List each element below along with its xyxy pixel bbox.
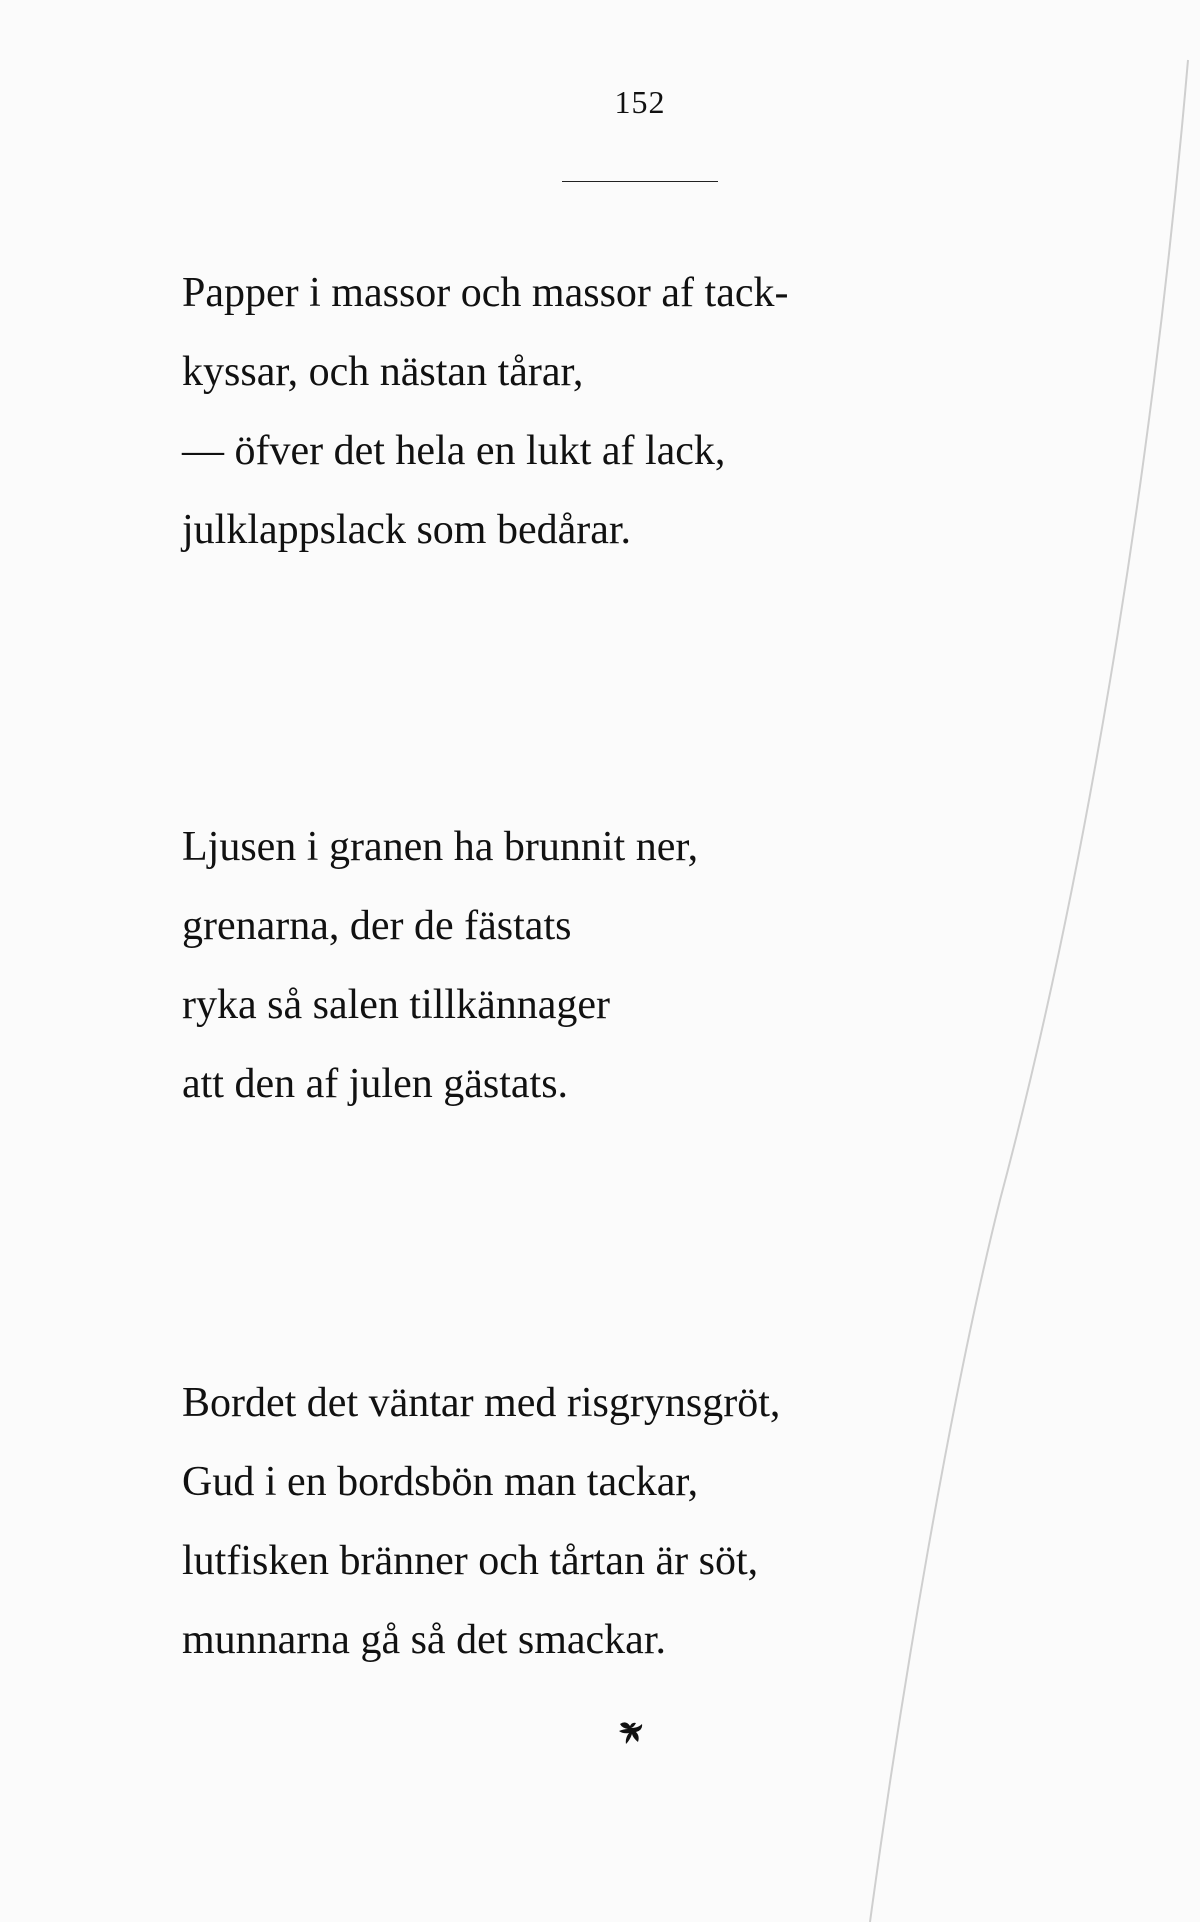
stanza-2 — [182, 808, 1082, 1124]
verse-line: Gud i en bordsbön man tackar, — [182, 1459, 699, 1505]
verse-line: Bordet det väntar med risgrynsgröt, — [182, 1380, 781, 1426]
verse-line: julklappslack som bedårar. — [182, 507, 632, 553]
verse-line: Ljusen i granen ha brunnit ner, — [182, 824, 699, 870]
verse-line: munnarna gå så det smackar. — [182, 1617, 666, 1663]
verse-line: att den af julen gästats. — [182, 1061, 569, 1107]
verse-line: kyssar, och nästan tårar, — [182, 349, 584, 395]
stanza-1 — [182, 254, 1082, 570]
verse-line: lutfisken bränner och tårtan är söt, — [182, 1538, 759, 1584]
verse-line: ryka så salen tillkännager — [182, 982, 610, 1028]
verse-line: — öfver det hela en lukt af lack, — [182, 428, 726, 474]
verse-line: grenarna, der de fästats — [182, 903, 572, 949]
header-rule — [562, 181, 718, 182]
fleuron-icon — [614, 1716, 650, 1752]
verse-line: Papper i massor och massor af tack- — [182, 270, 789, 316]
stanza-3 — [182, 1364, 1082, 1680]
page-number: 152 — [614, 84, 666, 120]
